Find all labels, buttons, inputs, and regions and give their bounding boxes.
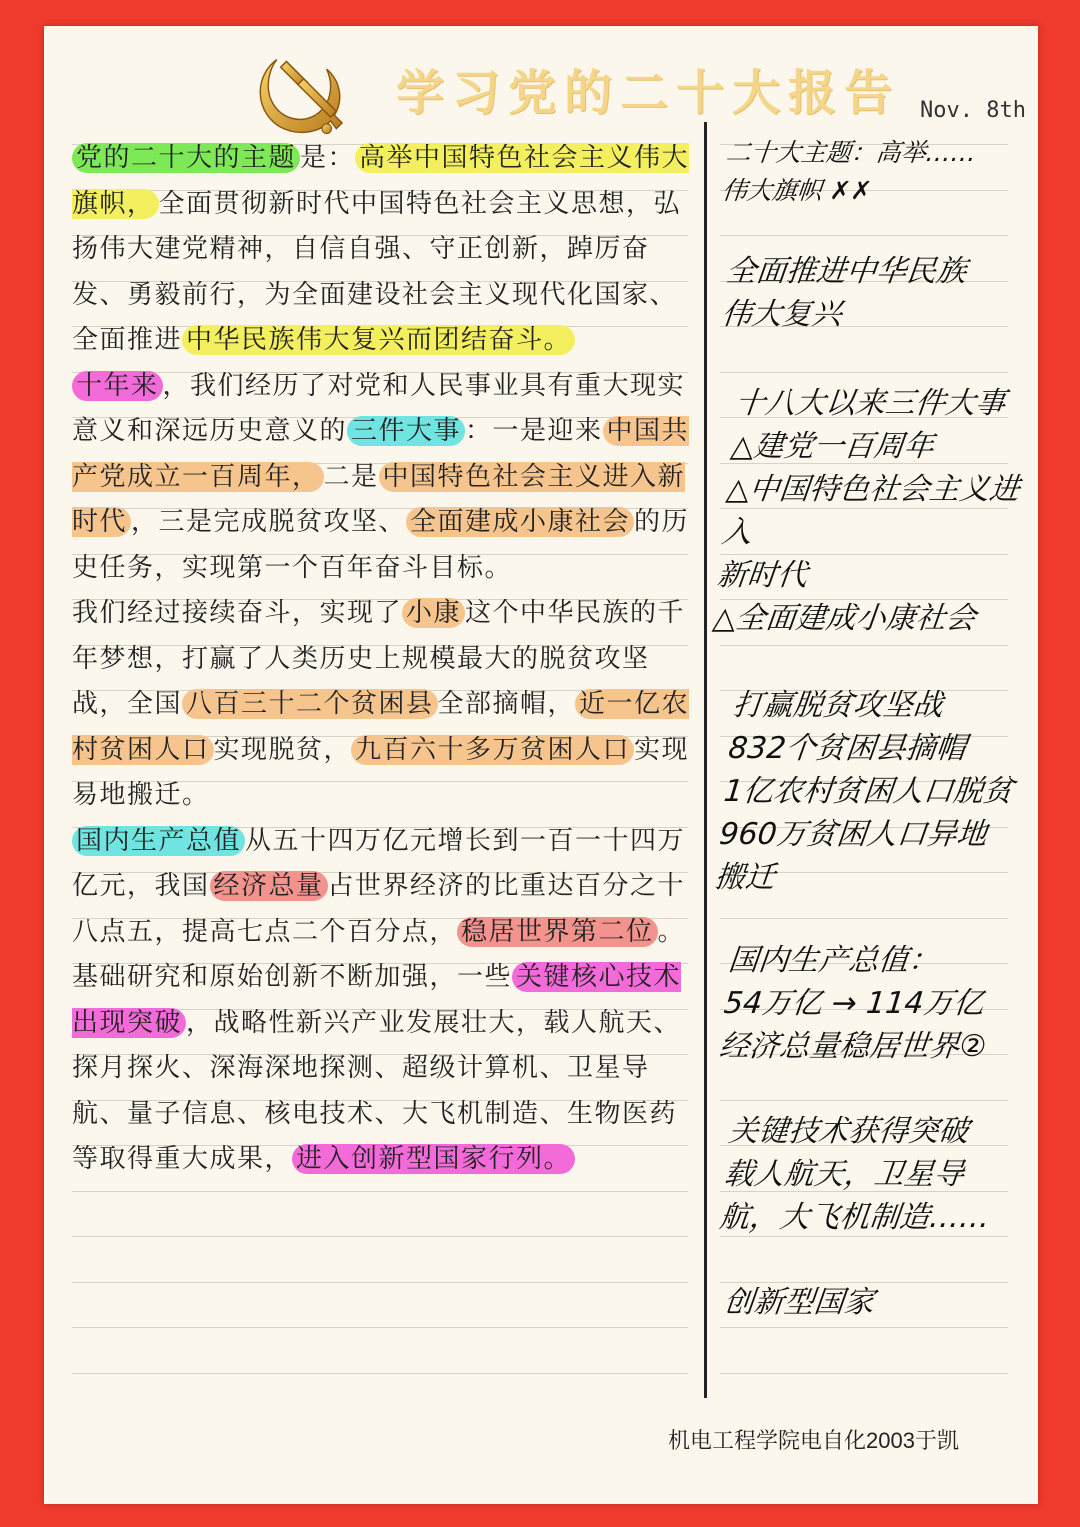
handwritten-note: 国内生产总值： 54万亿 → 114万亿 经济总量稳居世界② [717, 943, 989, 1064]
highlighted-text: 三件大事 [347, 416, 465, 446]
report-paragraph [72, 364, 690, 592]
ruled-line [72, 1191, 688, 1192]
text-segment: 实现脱贫， [213, 734, 352, 765]
highlighted-text: 八百三十二个贫困县 [182, 689, 438, 719]
text-segment: 我们经过接续奋斗，实现了 [72, 598, 403, 628]
handwritten-note: 打赢脱贫攻坚战 832个贫困县摘帽 1亿农村贫困人口脱贫 960万贫困人口异地 搬迁 [713, 688, 1015, 895]
text-segment: 基础研究和原始创新不断加强，一些 [72, 962, 513, 992]
date-label: Nov. 8th [920, 98, 1026, 123]
report-text-column [72, 136, 690, 1183]
author-credit: 机电工程学院电自化2003于凯 [668, 1428, 959, 1453]
highlighted-text: 党的二十大的主题 [72, 143, 300, 173]
report-paragraph [72, 591, 690, 819]
highlighted-text: 进入创新型国家行列。 [292, 1144, 575, 1174]
highlighted-text: 小康 [402, 598, 465, 628]
text-segment: 的历史任务，实现第一个百年奋斗目标。 [72, 507, 690, 583]
handwritten-note: 二十大主题：高举…… 伟大旗帜 ✗✗ [720, 138, 978, 205]
text-segment: 是： [300, 143, 356, 173]
handwritten-note: 创新型国家 [722, 1285, 876, 1320]
column-divider [704, 122, 707, 1398]
text-segment: ，三是完成脱贫攻坚、 [131, 507, 407, 537]
report-paragraph [72, 819, 690, 956]
text-segment: ：一是迎来 [465, 416, 603, 446]
hammer-sickle-icon [248, 48, 344, 144]
highlighted-text: 近一亿农村贫困人口 [72, 689, 690, 765]
text-segment: ，战略性新兴产业发展壮大，载人航天、探月探火、深海深地探测、超级计算机、卫星导航、量子信息、核电技术、大飞机制造、生物医药等取得重大成果， [72, 1007, 682, 1174]
text-segment: ，我们经历了对党和人民事业具有重大现实意义和深远历史意义的 [72, 370, 686, 446]
report-paragraph [72, 136, 690, 364]
handwritten-note: 全面推进中华民族 伟大复兴 [719, 254, 969, 332]
highlighted-text: 九百六十多万贫困人口 [351, 735, 634, 765]
page-title: 学习党的二十大报告 [396, 65, 901, 121]
text-segment: 占世界经济的比重达百分之十八点五，提高七点二个百分点， [72, 871, 686, 947]
text-segment: 。 [657, 916, 686, 947]
ruled-line [72, 1373, 688, 1374]
ruled-line [72, 1327, 688, 1328]
handwritten-notes-column [710, 134, 1024, 1324]
text-segment: 二是 [323, 461, 379, 492]
text-segment: 全部摘帽， [437, 689, 576, 719]
highlighted-text: 全面建成小康社会 [406, 507, 634, 537]
notebook-page [44, 26, 1038, 1504]
highlighted-text: 关键核心技术出现突破 [72, 962, 682, 1038]
highlighted-text: 稳居世界第二位 [457, 917, 658, 947]
highlighted-text: 经济总量 [210, 871, 328, 901]
ruled-line [72, 1282, 688, 1283]
highlighted-text: 中华民族伟大复兴而团结奋斗。 [182, 325, 575, 355]
report-paragraph [72, 955, 690, 1183]
text-segment: 全面贯彻新时代中国特色社会主义思想，弘扬伟大建党精神，自信自强、守正创新，踔厉奋发、勇毅前行，为全面建设社会主义现代化国家、全面推进 [72, 188, 682, 355]
handwritten-note: 十八大以来三件大事 △建党一百周年 △中国特色社会主义进入 新时代 △全面建成小康社会 [710, 386, 1022, 636]
text-segment: 从五十四万亿元增长到一百一十四万亿元，我国 [72, 825, 686, 901]
highlighted-text: 中国共产党成立一百周年， [72, 416, 690, 492]
highlighted-text: 高举中国特色社会主义伟大旗帜， [72, 143, 690, 219]
highlighted-text: 中国特色社会主义进入新时代 [72, 461, 686, 537]
text-segment: 这个中华民族的千年梦想，打赢了人类历史上规模最大的脱贫攻坚战，全国 [72, 598, 686, 719]
text-segment: 实现易地搬迁。 [72, 734, 690, 810]
highlighted-text: 十年来 [72, 371, 163, 401]
ruled-line [72, 1236, 688, 1237]
ruled-line [720, 1327, 1008, 1328]
handwritten-note: 关键技术获得突破 载人航天，卫星导 航，大飞机制造…… [717, 1114, 992, 1235]
highlighted-text: 国内生产总值 [72, 826, 245, 856]
ruled-line [720, 1373, 1008, 1374]
